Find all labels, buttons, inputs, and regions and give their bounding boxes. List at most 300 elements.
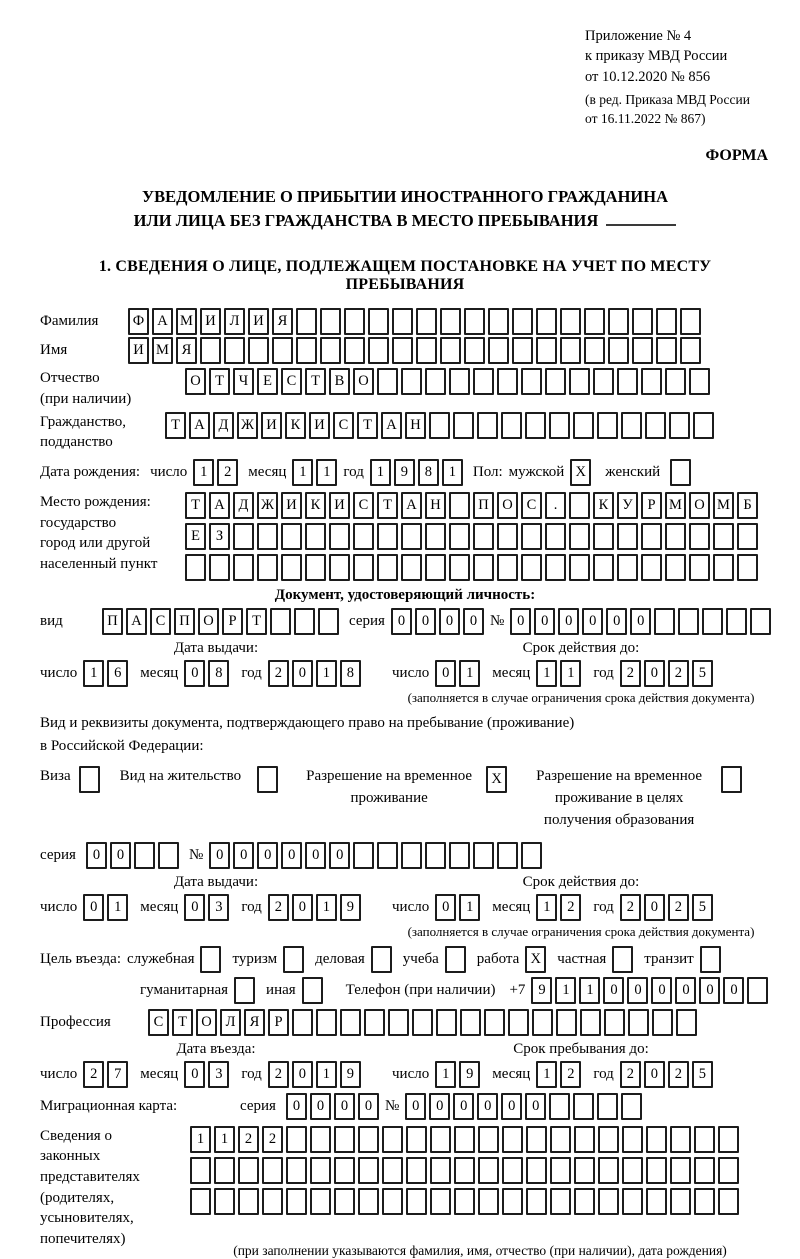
char-cell[interactable]: К: [305, 492, 326, 519]
char-cell[interactable]: [521, 368, 542, 395]
char-cell[interactable]: 2: [238, 1126, 259, 1153]
char-cell[interactable]: 1: [316, 1061, 337, 1088]
char-cell[interactable]: М: [152, 337, 173, 364]
char-cell[interactable]: 2: [262, 1126, 283, 1153]
char-cell[interactable]: С: [333, 412, 354, 439]
char-cell[interactable]: [473, 523, 494, 550]
char-cell[interactable]: [449, 842, 470, 869]
char-cell[interactable]: [718, 1188, 739, 1215]
char-cell[interactable]: 0: [477, 1093, 498, 1120]
char-cell[interactable]: [702, 608, 723, 635]
char-cell[interactable]: [364, 1009, 385, 1036]
char-cell[interactable]: [593, 554, 614, 581]
char-cell[interactable]: 0: [644, 660, 665, 687]
char-cell[interactable]: [645, 412, 666, 439]
char-cell[interactable]: Ф: [128, 308, 149, 335]
char-cell[interactable]: И: [281, 492, 302, 519]
char-cell[interactable]: 0: [292, 894, 313, 921]
char-cell[interactable]: 8: [418, 459, 439, 486]
char-cell[interactable]: 3: [208, 894, 229, 921]
char-cell[interactable]: [401, 368, 422, 395]
char-cell[interactable]: 0: [582, 608, 603, 635]
char-cell[interactable]: 0: [305, 842, 326, 869]
char-cell[interactable]: [641, 368, 662, 395]
char-cell[interactable]: С: [281, 368, 302, 395]
char-cell[interactable]: 2: [217, 459, 238, 486]
char-cell[interactable]: [425, 554, 446, 581]
char-cell[interactable]: 1: [536, 660, 557, 687]
char-cell[interactable]: [454, 1188, 475, 1215]
char-cell[interactable]: 1: [536, 1061, 557, 1088]
char-cell[interactable]: [305, 523, 326, 550]
char-cell[interactable]: 6: [107, 660, 128, 687]
char-cell[interactable]: И: [200, 308, 221, 335]
char-cell[interactable]: Л: [220, 1009, 241, 1036]
char-cell[interactable]: Б: [737, 492, 758, 519]
char-cell[interactable]: [425, 523, 446, 550]
char-cell[interactable]: [598, 1126, 619, 1153]
char-cell[interactable]: [665, 554, 686, 581]
checkbox-temp-residence-education[interactable]: [721, 766, 742, 793]
char-cell[interactable]: А: [381, 412, 402, 439]
char-cell[interactable]: [200, 337, 221, 364]
char-cell[interactable]: 0: [405, 1093, 426, 1120]
char-cell[interactable]: [676, 1009, 697, 1036]
char-cell[interactable]: [281, 554, 302, 581]
char-cell[interactable]: [233, 523, 254, 550]
char-cell[interactable]: [430, 1126, 451, 1153]
char-cell[interactable]: [238, 1188, 259, 1215]
char-cell[interactable]: 0: [292, 1061, 313, 1088]
char-cell[interactable]: П: [473, 492, 494, 519]
char-cell[interactable]: [320, 308, 341, 335]
char-cell[interactable]: [318, 608, 339, 635]
char-cell[interactable]: Я: [244, 1009, 265, 1036]
checkbox-temp-residence[interactable]: X: [486, 766, 507, 793]
char-cell[interactable]: [286, 1188, 307, 1215]
char-cell[interactable]: [382, 1126, 403, 1153]
char-cell[interactable]: [329, 523, 350, 550]
char-cell[interactable]: О: [198, 608, 219, 635]
char-cell[interactable]: 0: [501, 1093, 522, 1120]
checkbox-work[interactable]: X: [525, 946, 546, 973]
char-cell[interactable]: П: [174, 608, 195, 635]
char-cell[interactable]: [449, 523, 470, 550]
char-cell[interactable]: [449, 368, 470, 395]
char-cell[interactable]: [368, 308, 389, 335]
char-cell[interactable]: [406, 1188, 427, 1215]
char-cell[interactable]: [392, 337, 413, 364]
char-cell[interactable]: [209, 554, 230, 581]
char-cell[interactable]: Т: [357, 412, 378, 439]
char-cell[interactable]: [622, 1126, 643, 1153]
char-cell[interactable]: 0: [644, 894, 665, 921]
char-cell[interactable]: А: [401, 492, 422, 519]
char-cell[interactable]: [569, 492, 590, 519]
char-cell[interactable]: [526, 1188, 547, 1215]
char-cell[interactable]: 2: [560, 1061, 581, 1088]
char-cell[interactable]: [508, 1009, 529, 1036]
char-cell[interactable]: [502, 1126, 523, 1153]
char-cell[interactable]: 0: [463, 608, 484, 635]
char-cell[interactable]: 0: [184, 1061, 205, 1088]
char-cell[interactable]: [693, 412, 714, 439]
char-cell[interactable]: Л: [224, 308, 245, 335]
char-cell[interactable]: [497, 554, 518, 581]
char-cell[interactable]: [292, 1009, 313, 1036]
char-cell[interactable]: 9: [531, 977, 552, 1004]
char-cell[interactable]: [726, 608, 747, 635]
char-cell[interactable]: [597, 1093, 618, 1120]
char-cell[interactable]: 7: [107, 1061, 128, 1088]
char-cell[interactable]: 0: [257, 842, 278, 869]
char-cell[interactable]: 2: [268, 894, 289, 921]
char-cell[interactable]: 2: [668, 894, 689, 921]
char-cell[interactable]: [478, 1157, 499, 1184]
char-cell[interactable]: [286, 1126, 307, 1153]
char-cell[interactable]: [665, 523, 686, 550]
checkbox-female[interactable]: [670, 459, 691, 486]
char-cell[interactable]: И: [261, 412, 282, 439]
char-cell[interactable]: [334, 1157, 355, 1184]
char-cell[interactable]: [440, 337, 461, 364]
char-cell[interactable]: И: [248, 308, 269, 335]
char-cell[interactable]: [713, 554, 734, 581]
char-cell[interactable]: [454, 1157, 475, 1184]
char-cell[interactable]: И: [329, 492, 350, 519]
char-cell[interactable]: [477, 412, 498, 439]
char-cell[interactable]: В: [329, 368, 350, 395]
char-cell[interactable]: У: [617, 492, 638, 519]
char-cell[interactable]: [569, 368, 590, 395]
char-cell[interactable]: 0: [184, 660, 205, 687]
char-cell[interactable]: 9: [394, 459, 415, 486]
char-cell[interactable]: [545, 368, 566, 395]
char-cell[interactable]: [670, 1126, 691, 1153]
char-cell[interactable]: [286, 1157, 307, 1184]
char-cell[interactable]: [310, 1126, 331, 1153]
char-cell[interactable]: [190, 1188, 211, 1215]
checkbox-male[interactable]: X: [570, 459, 591, 486]
char-cell[interactable]: 2: [83, 1061, 104, 1088]
char-cell[interactable]: О: [196, 1009, 217, 1036]
char-cell[interactable]: 0: [453, 1093, 474, 1120]
char-cell[interactable]: [334, 1188, 355, 1215]
char-cell[interactable]: [296, 308, 317, 335]
char-cell[interactable]: [454, 1126, 475, 1153]
char-cell[interactable]: 0: [233, 842, 254, 869]
char-cell[interactable]: [593, 368, 614, 395]
char-cell[interactable]: [694, 1188, 715, 1215]
char-cell[interactable]: [334, 1126, 355, 1153]
char-cell[interactable]: [272, 337, 293, 364]
char-cell[interactable]: [453, 412, 474, 439]
char-cell[interactable]: Т: [246, 608, 267, 635]
char-cell[interactable]: К: [593, 492, 614, 519]
char-cell[interactable]: 0: [644, 1061, 665, 1088]
char-cell[interactable]: 5: [692, 660, 713, 687]
char-cell[interactable]: Р: [641, 492, 662, 519]
char-cell[interactable]: [512, 337, 533, 364]
char-cell[interactable]: [525, 412, 546, 439]
char-cell[interactable]: Я: [272, 308, 293, 335]
char-cell[interactable]: [621, 1093, 642, 1120]
char-cell[interactable]: [574, 1188, 595, 1215]
char-cell[interactable]: [412, 1009, 433, 1036]
char-cell[interactable]: [305, 554, 326, 581]
char-cell[interactable]: [526, 1126, 547, 1153]
char-cell[interactable]: [502, 1157, 523, 1184]
char-cell[interactable]: Н: [405, 412, 426, 439]
char-cell[interactable]: 5: [692, 1061, 713, 1088]
char-cell[interactable]: [401, 842, 422, 869]
checkbox-study[interactable]: [445, 946, 466, 973]
char-cell[interactable]: 8: [340, 660, 361, 687]
char-cell[interactable]: Е: [257, 368, 278, 395]
char-cell[interactable]: 0: [510, 608, 531, 635]
char-cell[interactable]: 3: [208, 1061, 229, 1088]
char-cell[interactable]: [646, 1157, 667, 1184]
char-cell[interactable]: [488, 308, 509, 335]
char-cell[interactable]: [416, 308, 437, 335]
char-cell[interactable]: [484, 1009, 505, 1036]
char-cell[interactable]: [670, 1188, 691, 1215]
char-cell[interactable]: 0: [558, 608, 579, 635]
char-cell[interactable]: 0: [110, 842, 131, 869]
char-cell[interactable]: [550, 1188, 571, 1215]
char-cell[interactable]: 9: [459, 1061, 480, 1088]
char-cell[interactable]: 1: [459, 894, 480, 921]
char-cell[interactable]: [134, 842, 155, 869]
char-cell[interactable]: [430, 1157, 451, 1184]
char-cell[interactable]: [713, 523, 734, 550]
char-cell[interactable]: [353, 523, 374, 550]
char-cell[interactable]: 0: [281, 842, 302, 869]
char-cell[interactable]: 2: [620, 1061, 641, 1088]
char-cell[interactable]: 0: [415, 608, 436, 635]
char-cell[interactable]: А: [189, 412, 210, 439]
char-cell[interactable]: [689, 523, 710, 550]
checkbox-transit[interactable]: [700, 946, 721, 973]
char-cell[interactable]: [737, 523, 758, 550]
char-cell[interactable]: 1: [459, 660, 480, 687]
char-cell[interactable]: [680, 337, 701, 364]
char-cell[interactable]: [532, 1009, 553, 1036]
char-cell[interactable]: [549, 412, 570, 439]
char-cell[interactable]: [593, 523, 614, 550]
char-cell[interactable]: 0: [627, 977, 648, 1004]
char-cell[interactable]: [310, 1157, 331, 1184]
char-cell[interactable]: [641, 523, 662, 550]
char-cell[interactable]: Р: [222, 608, 243, 635]
char-cell[interactable]: [257, 523, 278, 550]
char-cell[interactable]: [440, 308, 461, 335]
char-cell[interactable]: [214, 1188, 235, 1215]
char-cell[interactable]: [617, 523, 638, 550]
char-cell[interactable]: [296, 337, 317, 364]
char-cell[interactable]: 1: [536, 894, 557, 921]
char-cell[interactable]: 5: [692, 894, 713, 921]
char-cell[interactable]: [550, 1126, 571, 1153]
char-cell[interactable]: [669, 412, 690, 439]
char-cell[interactable]: 0: [534, 608, 555, 635]
char-cell[interactable]: [368, 337, 389, 364]
char-cell[interactable]: [310, 1188, 331, 1215]
char-cell[interactable]: Д: [213, 412, 234, 439]
char-cell[interactable]: [473, 842, 494, 869]
char-cell[interactable]: .: [545, 492, 566, 519]
char-cell[interactable]: С: [148, 1009, 169, 1036]
char-cell[interactable]: 1: [435, 1061, 456, 1088]
char-cell[interactable]: 1: [214, 1126, 235, 1153]
char-cell[interactable]: [238, 1157, 259, 1184]
char-cell[interactable]: 0: [286, 1093, 307, 1120]
char-cell[interactable]: [358, 1188, 379, 1215]
char-cell[interactable]: [377, 523, 398, 550]
char-cell[interactable]: [464, 308, 485, 335]
char-cell[interactable]: [597, 412, 618, 439]
char-cell[interactable]: 0: [310, 1093, 331, 1120]
checkbox-residence-permit[interactable]: [257, 766, 278, 793]
char-cell[interactable]: [678, 608, 699, 635]
char-cell[interactable]: 2: [268, 1061, 289, 1088]
char-cell[interactable]: [358, 1126, 379, 1153]
char-cell[interactable]: [617, 368, 638, 395]
checkbox-humanitarian[interactable]: [234, 977, 255, 1004]
char-cell[interactable]: [569, 554, 590, 581]
char-cell[interactable]: 0: [209, 842, 230, 869]
char-cell[interactable]: [353, 842, 374, 869]
char-cell[interactable]: 0: [184, 894, 205, 921]
char-cell[interactable]: [556, 1009, 577, 1036]
char-cell[interactable]: С: [353, 492, 374, 519]
char-cell[interactable]: [718, 1157, 739, 1184]
char-cell[interactable]: [401, 523, 422, 550]
char-cell[interactable]: [526, 1157, 547, 1184]
checkbox-official[interactable]: [200, 946, 221, 973]
char-cell[interactable]: [584, 308, 605, 335]
char-cell[interactable]: С: [150, 608, 171, 635]
char-cell[interactable]: 1: [190, 1126, 211, 1153]
char-cell[interactable]: [604, 1009, 625, 1036]
char-cell[interactable]: 2: [620, 894, 641, 921]
char-cell[interactable]: [401, 554, 422, 581]
char-cell[interactable]: [628, 1009, 649, 1036]
char-cell[interactable]: [512, 308, 533, 335]
char-cell[interactable]: [608, 337, 629, 364]
char-cell[interactable]: [646, 1126, 667, 1153]
char-cell[interactable]: [248, 337, 269, 364]
char-cell[interactable]: 0: [329, 842, 350, 869]
char-cell[interactable]: [549, 1093, 570, 1120]
char-cell[interactable]: [233, 554, 254, 581]
char-cell[interactable]: [747, 977, 768, 1004]
char-cell[interactable]: [737, 554, 758, 581]
char-cell[interactable]: [377, 368, 398, 395]
char-cell[interactable]: [521, 554, 542, 581]
char-cell[interactable]: З: [209, 523, 230, 550]
char-cell[interactable]: М: [665, 492, 686, 519]
char-cell[interactable]: [569, 523, 590, 550]
char-cell[interactable]: [694, 1126, 715, 1153]
char-cell[interactable]: [377, 554, 398, 581]
char-cell[interactable]: [388, 1009, 409, 1036]
char-cell[interactable]: Т: [165, 412, 186, 439]
char-cell[interactable]: И: [128, 337, 149, 364]
char-cell[interactable]: [358, 1157, 379, 1184]
char-cell[interactable]: [598, 1188, 619, 1215]
char-cell[interactable]: А: [152, 308, 173, 335]
checkbox-other[interactable]: [302, 977, 323, 1004]
char-cell[interactable]: [689, 554, 710, 581]
char-cell[interactable]: [449, 492, 470, 519]
char-cell[interactable]: [316, 1009, 337, 1036]
char-cell[interactable]: [473, 554, 494, 581]
char-cell[interactable]: Ч: [233, 368, 254, 395]
char-cell[interactable]: [632, 337, 653, 364]
char-cell[interactable]: [382, 1157, 403, 1184]
char-cell[interactable]: [262, 1188, 283, 1215]
char-cell[interactable]: [436, 1009, 457, 1036]
char-cell[interactable]: [573, 1093, 594, 1120]
char-cell[interactable]: [158, 842, 179, 869]
char-cell[interactable]: [416, 337, 437, 364]
char-cell[interactable]: 8: [208, 660, 229, 687]
char-cell[interactable]: 0: [292, 660, 313, 687]
char-cell[interactable]: Т: [377, 492, 398, 519]
char-cell[interactable]: 0: [675, 977, 696, 1004]
char-cell[interactable]: [281, 523, 302, 550]
char-cell[interactable]: 1: [292, 459, 313, 486]
char-cell[interactable]: 0: [86, 842, 107, 869]
char-cell[interactable]: [536, 308, 557, 335]
char-cell[interactable]: 1: [316, 894, 337, 921]
char-cell[interactable]: [392, 308, 413, 335]
char-cell[interactable]: И: [309, 412, 330, 439]
char-cell[interactable]: [654, 608, 675, 635]
char-cell[interactable]: А: [126, 608, 147, 635]
char-cell[interactable]: [689, 368, 710, 395]
char-cell[interactable]: [214, 1157, 235, 1184]
char-cell[interactable]: [670, 1157, 691, 1184]
char-cell[interactable]: С: [521, 492, 542, 519]
char-cell[interactable]: Ж: [257, 492, 278, 519]
char-cell[interactable]: [560, 337, 581, 364]
checkbox-business[interactable]: [371, 946, 392, 973]
char-cell[interactable]: [646, 1188, 667, 1215]
char-cell[interactable]: [473, 368, 494, 395]
char-cell[interactable]: [656, 308, 677, 335]
char-cell[interactable]: [478, 1126, 499, 1153]
char-cell[interactable]: 0: [525, 1093, 546, 1120]
char-cell[interactable]: 1: [193, 459, 214, 486]
char-cell[interactable]: [190, 1157, 211, 1184]
char-cell[interactable]: [353, 554, 374, 581]
char-cell[interactable]: [501, 412, 522, 439]
char-cell[interactable]: [652, 1009, 673, 1036]
char-cell[interactable]: [449, 554, 470, 581]
char-cell[interactable]: 0: [83, 894, 104, 921]
char-cell[interactable]: П: [102, 608, 123, 635]
char-cell[interactable]: [185, 554, 206, 581]
char-cell[interactable]: Т: [209, 368, 230, 395]
char-cell[interactable]: [641, 554, 662, 581]
char-cell[interactable]: 0: [391, 608, 412, 635]
char-cell[interactable]: [430, 1188, 451, 1215]
char-cell[interactable]: [502, 1188, 523, 1215]
char-cell[interactable]: [584, 337, 605, 364]
char-cell[interactable]: [622, 1188, 643, 1215]
